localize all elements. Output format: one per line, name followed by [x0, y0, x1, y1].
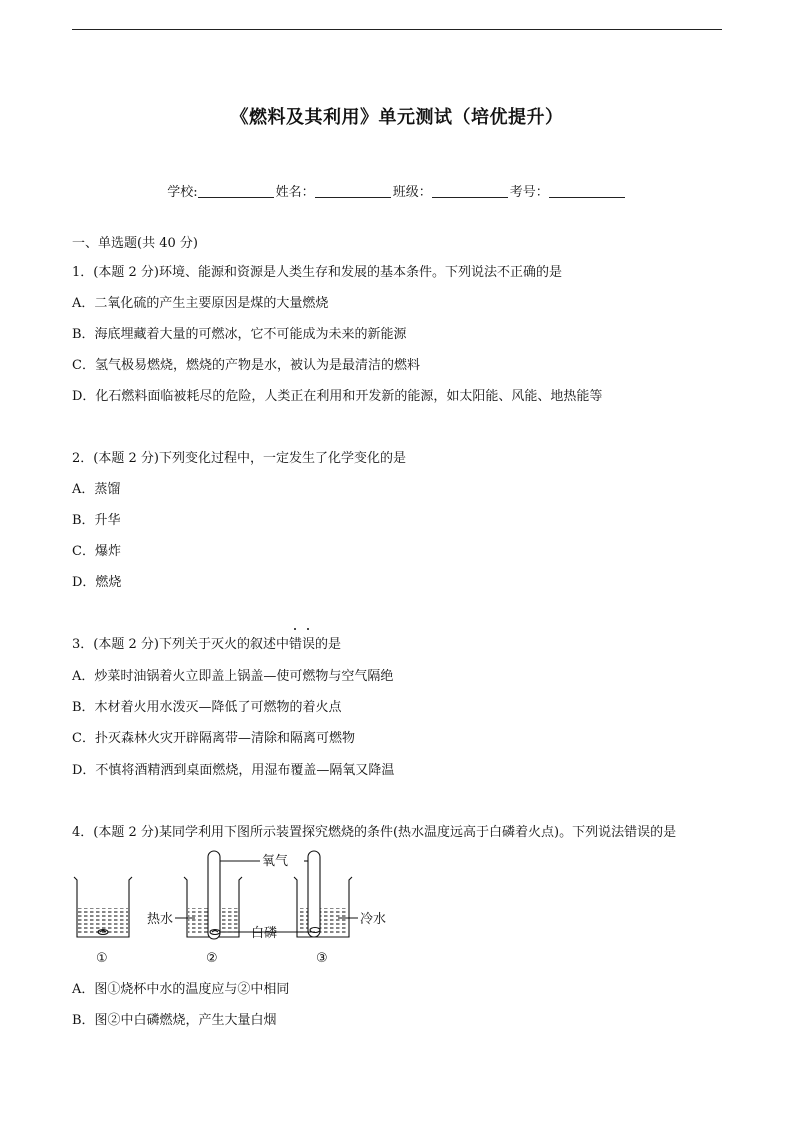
q1-option-c: C．氢气极易燃烧，燃烧的产物是水，被认为是最清洁的燃料: [72, 358, 420, 373]
figure-number-2: ②: [206, 951, 218, 966]
q3-option-a: A．炒菜时油锅着火立即盖上锅盖—使可燃物与空气隔绝: [72, 669, 394, 684]
section-heading: 一、单选题(共 40 分): [72, 236, 198, 251]
apparatus-diagram: [72, 846, 402, 971]
class-label: 班级：: [392, 185, 432, 200]
q1-stem: 1．(本题 2 分)环境、能源和资源是人类生存和发展的基本条件。下列说法不正确的是: [72, 265, 562, 280]
q2-stem: 2．(本题 2 分)下列变化过程中，一定发生了化学变化的是: [72, 451, 406, 466]
name-label: 姓名：: [275, 185, 315, 200]
combustion-apparatus-figure: [72, 846, 402, 971]
label-hot-water: 热水: [147, 912, 174, 927]
q1-option-a: A．二氧化硫的产生主要原因是煤的大量燃烧: [72, 296, 329, 311]
q3-stem-post: 的是: [314, 637, 341, 652]
q1-option-d: D．化石燃料面临被耗尽的危险，人类正在利用和开发新的能源，如太阳能、风能、地热能等: [72, 389, 603, 404]
q2-option-c: C．爆炸: [72, 544, 121, 559]
label-cold-water: 冷水: [360, 912, 387, 927]
school-label: 学校:: [167, 185, 198, 200]
q2-option-d: D．燃烧: [72, 575, 122, 590]
q3-stem: [72, 633, 341, 652]
q3-option-b: B．木材着火用水泼灭—降低了可燃物的着火点: [72, 700, 342, 715]
header-rule: [72, 29, 722, 30]
figure-number-3: ③: [316, 951, 328, 966]
page-title: 《燃料及其利用》单元测试（培优提升）: [230, 107, 564, 128]
q3-emphasis-1: 错: [289, 633, 302, 652]
q2-option-a: A．蒸馏: [72, 482, 121, 497]
beaker-1: [74, 877, 132, 937]
school-blank[interactable]: [198, 185, 274, 198]
beaker-2: [184, 851, 242, 939]
label-white-phosphorus: 白磷: [251, 926, 278, 941]
q3-stem-pre: 3．(本题 2 分)下列关于灭火的叙述中: [72, 637, 289, 652]
figure-number-1: ①: [96, 951, 108, 966]
exam-no-label: 考号：: [509, 185, 549, 200]
class-blank[interactable]: [432, 185, 508, 198]
q4-option-a: A．图①烧杯中水的温度应与②中相同: [72, 982, 290, 997]
label-oxygen: 氧气: [262, 854, 289, 869]
q3-emphasis-2: 误: [302, 633, 315, 652]
student-info-line: [0, 181, 794, 200]
q1-option-b: B．海底埋藏着大量的可燃冰，它不可能成为未来的新能源: [72, 327, 407, 342]
q4-option-b: B．图②中白磷燃烧，产生大量白烟: [72, 1013, 277, 1028]
q2-option-b: B．升华: [72, 513, 121, 528]
q4-stem: 4．(本题 2 分)某同学利用下图所示装置探究燃烧的条件(热水温度远高于白磷着火点)。下列说法错误的是: [72, 825, 677, 840]
name-blank[interactable]: [315, 185, 391, 198]
exam-no-blank[interactable]: [549, 185, 625, 198]
q3-option-c: C．扑灭森林火灾开辟隔离带—清除和隔离可燃物: [72, 731, 355, 746]
beaker-3: [294, 851, 352, 937]
q3-option-d: D．不慎将酒精洒到桌面燃烧，用湿布覆盖—隔氧又降温: [72, 763, 395, 778]
